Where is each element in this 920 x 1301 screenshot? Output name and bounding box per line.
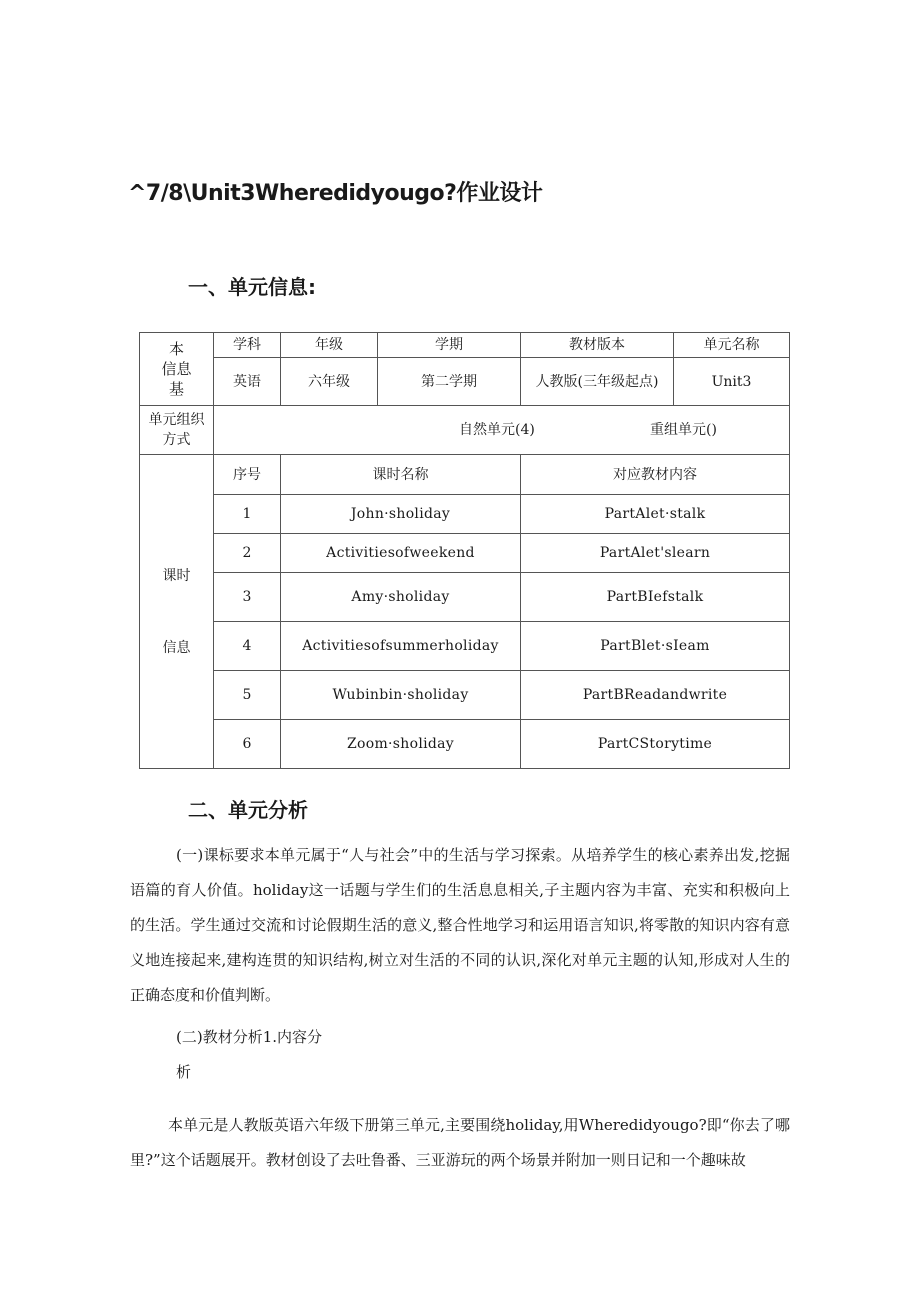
org-regroup-unit: 重组单元(): [650, 422, 717, 438]
title-main: Unit3Wheredidyougo?作业设计: [190, 181, 543, 206]
org-natural-unit: 自然单元(4): [459, 422, 535, 438]
lesson-no: 6: [214, 720, 281, 769]
header-grade: 年级: [281, 333, 378, 358]
lesson-header-name: 课时名称: [281, 455, 521, 495]
basic-info-label-line: 信息: [161, 360, 192, 378]
unit-info-table: [139, 332, 790, 769]
lesson-name: Amy·sholiday: [281, 573, 521, 622]
table-row: [140, 573, 790, 622]
table-row: [140, 534, 790, 573]
basic-info-label-line: 本: [168, 340, 184, 358]
lesson-no: 2: [214, 534, 281, 573]
table-row: [140, 671, 790, 720]
lesson-name: Wubinbin·sholiday: [281, 671, 521, 720]
header-unit-name: 单元名称: [674, 333, 790, 358]
basic-info-label-line: 基: [168, 380, 184, 398]
lesson-name: John·sholiday: [281, 495, 521, 534]
section-heading-unit-info: 一、单元信息:: [188, 275, 316, 299]
value-term: 第二学期: [378, 358, 521, 406]
lesson-header-content: 对应教材内容: [521, 455, 790, 495]
table-row: [140, 720, 790, 769]
paragraph-textbook-analysis-line2: 析: [176, 1063, 192, 1081]
header-term: 学期: [378, 333, 521, 358]
lesson-name: Activitiesofweekend: [281, 534, 521, 573]
lesson-content: PartBReadandwrite: [521, 671, 790, 720]
value-textbook: 人教版(三年级起点): [521, 358, 674, 406]
header-subject: 学科: [214, 333, 281, 358]
lesson-name: Activitiesofsummerholiday: [281, 622, 521, 671]
value-grade: 六年级: [281, 358, 378, 406]
page-title: [128, 176, 542, 207]
value-subject: 英语: [214, 358, 281, 406]
paragraph-curriculum: (一)课标要求本单元属于“人与社会”中的生活与学习探索。从培养学生的核心素养出发,挖掘语篇的育人价值。holiday这一话题与学生们的生活息息相关,子主题内容为丰富、充实和积极向上的生活。学生通过交流和讨论假期生活的意义,整合性地学习和运用语言知识,将零散的知识内容有意义地连接起来,建构连贯的知识结构,树立对生活的不同的认识,深化对单元主题的认知,形成对人生的正确态度和价值判断。: [130, 846, 790, 1004]
table-row: [140, 495, 790, 534]
lesson-name: Zoom·sholiday: [281, 720, 521, 769]
org-label: 单元组织方式: [140, 406, 214, 455]
lesson-info-label: [140, 455, 214, 769]
paragraph-textbook-analysis-line1: (二)教材分析1.内容分: [176, 1028, 323, 1046]
lesson-content: PartAlet'slearn: [521, 534, 790, 573]
title-prefix: ^7/8\: [128, 181, 191, 206]
org-value-cell: [214, 406, 790, 455]
paragraph-content-analysis: 本单元是人教版英语六年级下册第三单元,主要围绕holiday,用Wheredidyougo?即“你去了哪里?”这个话题展开。教材创设了去吐鲁番、三亚游玩的两个场景并附加一则日记和一个趣味故: [130, 1116, 790, 1169]
lesson-no: 3: [214, 573, 281, 622]
section-heading-unit-analysis: 二、单元分析: [188, 798, 308, 822]
table-row: [140, 622, 790, 671]
lesson-info-label-top: 课时: [162, 567, 191, 584]
lesson-header-no: 序号: [214, 455, 281, 495]
lesson-no: 5: [214, 671, 281, 720]
lesson-no: 1: [214, 495, 281, 534]
lesson-content: PartAlet·stalk: [521, 495, 790, 534]
header-textbook: 教材版本: [521, 333, 674, 358]
lesson-content: PartBlet·sIeam: [521, 622, 790, 671]
lesson-no: 4: [214, 622, 281, 671]
lesson-content: PartBIefstalk: [521, 573, 790, 622]
lesson-info-label-bottom: 信息: [162, 639, 191, 656]
lesson-content: PartCStorytime: [521, 720, 790, 769]
basic-info-label: [140, 333, 214, 406]
value-unit-name: Unit3: [674, 358, 790, 406]
